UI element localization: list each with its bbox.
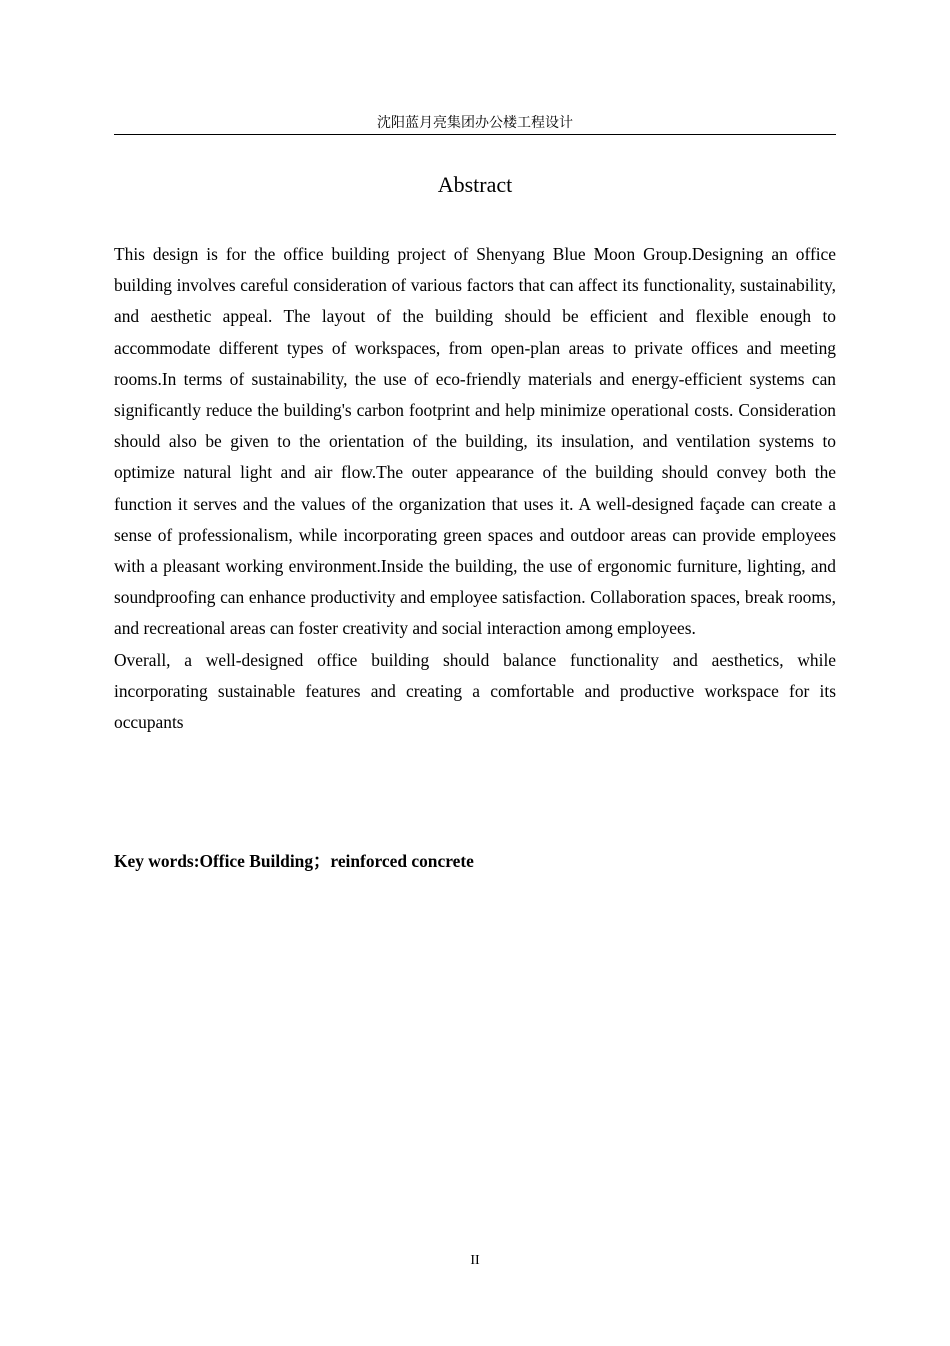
page-title: Abstract: [437, 172, 513, 197]
abstract-body: [114, 239, 836, 738]
keywords-line: Key words:Office Building；reinforced concrete: [114, 851, 474, 871]
abstract-paragraph-1: This design is for the office building project of Shenyang Blue Moon Group.Designing an office building involves careful consideration of various factors that can affect its functionality, sustainability, and aesthetic appeal. The layout of the building should be efficient and flexible enough to accommodate different types of workspaces, from open-plan areas to private offices and meeting rooms.In terms of sustainability, the use of eco-friendly materials and energy-efficient systems can significantly reduce the building's carbon footprint and help minimize operational costs. Consideration should also be given to the orientation of the building, its insulation, and ventilation systems to optimize natural light and air flow.The outer appearance of the building should convey both the function it serves and the values of the organization that uses it. A well-designed façade can create a sense of professionalism, while incorporating green spaces and outdoor areas can provide employees with a pleasant working environment.Inside the building, the use of ergonomic furniture, lighting, and soundproofing can enhance productivity and employee satisfaction. Collaboration spaces, break rooms, and recreational areas can foster creativity and social interaction among employees.: [114, 244, 836, 639]
page-number: II: [470, 1253, 480, 1268]
abstract-paragraph-2: Overall, a well-designed office building should balance functionality and aesthetics, while incorporating sustainable features and creating a comfortable and productive workspace for its occupants: [114, 649, 836, 733]
running-header: 沈阳蓝月亮集团办公楼工程设计: [114, 113, 836, 135]
